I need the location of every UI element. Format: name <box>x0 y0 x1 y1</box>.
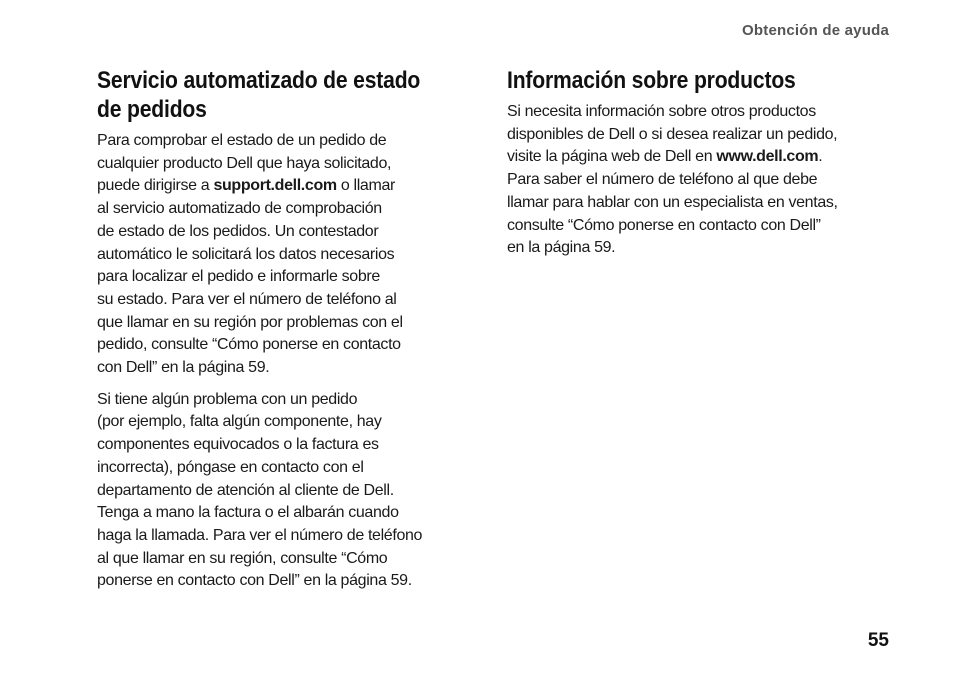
text-line: ponerse en contacto con Dell” en la página 59. <box>97 572 412 590</box>
text-line: con Dell” en la página 59. <box>97 359 270 377</box>
section-order-status <box>97 66 482 602</box>
text-line: pedido, consulte “Cómo ponerse en contacto <box>97 336 401 354</box>
text-line: incorrecta), póngase en contacto con el <box>97 458 364 476</box>
text-line: Si necesita información sobre otros productos <box>507 103 816 120</box>
text-line: de estado de los pedidos. Un contestador <box>97 222 379 240</box>
text-line: disponibles de Dell o si desea realizar un pedido, <box>507 125 838 143</box>
text-line: que llamar en su región por problemas con el <box>97 313 403 331</box>
text-line: su estado. Para ver el número de teléfono al <box>97 290 397 308</box>
text-line: en la página 59. <box>507 239 616 257</box>
text-line: automático le solicitará los datos necesarios <box>97 245 395 263</box>
product-info-paragraph <box>507 101 897 260</box>
text-line: cualquier producto Dell que haya solicitado, <box>97 154 392 172</box>
heading-line: Servicio automatizado de estado <box>97 67 421 94</box>
text-line: Si tiene algún problema con un pedido <box>97 390 358 408</box>
text-line: (por ejemplo, falta algún componente, hay <box>97 413 382 431</box>
text-line: . <box>818 148 823 166</box>
text-line: llamar para hablar con un especialista en ventas, <box>507 193 838 211</box>
order-status-paragraph <box>97 130 482 380</box>
text-line: visite la página web de Dell en <box>507 148 717 166</box>
text-line: haga la llamada. Para ver el número de teléfono <box>97 526 423 544</box>
support-dell-link[interactable]: support.dell.com <box>213 177 337 195</box>
section-heading-product-info: Información sobre productos <box>507 67 796 94</box>
text-line: para localizar el pedido e informarle sobre <box>97 268 380 286</box>
text-line: departamento de atención al cliente de Dell. <box>97 481 394 499</box>
section-product-info <box>507 66 897 269</box>
text-line: Para comprobar el estado de un pedido de <box>97 132 387 149</box>
text-line: al que llamar en su región, consulte “Cómo <box>97 549 388 567</box>
text-line: o llamar <box>336 177 395 195</box>
text-line: consulte “Cómo ponerse en contacto con Dell” <box>507 216 821 234</box>
text-line: Para saber el número de teléfono al que debe <box>507 171 818 189</box>
text-line: puede dirigirse a <box>97 177 214 195</box>
heading-line: de pedidos <box>97 96 207 123</box>
text-line: Tenga a mano la factura o el albarán cuando <box>97 504 399 522</box>
order-problem-paragraph <box>97 389 482 593</box>
text-line: al servicio automatizado de comprobación <box>97 200 382 218</box>
text-line: componentes equivocados o la factura es <box>97 436 379 454</box>
running-header: Obtención de ayuda <box>742 22 889 39</box>
section-heading-order-status <box>97 66 483 124</box>
page-number: 55 <box>867 630 889 651</box>
dell-website-link[interactable]: www.dell.com <box>716 148 819 166</box>
